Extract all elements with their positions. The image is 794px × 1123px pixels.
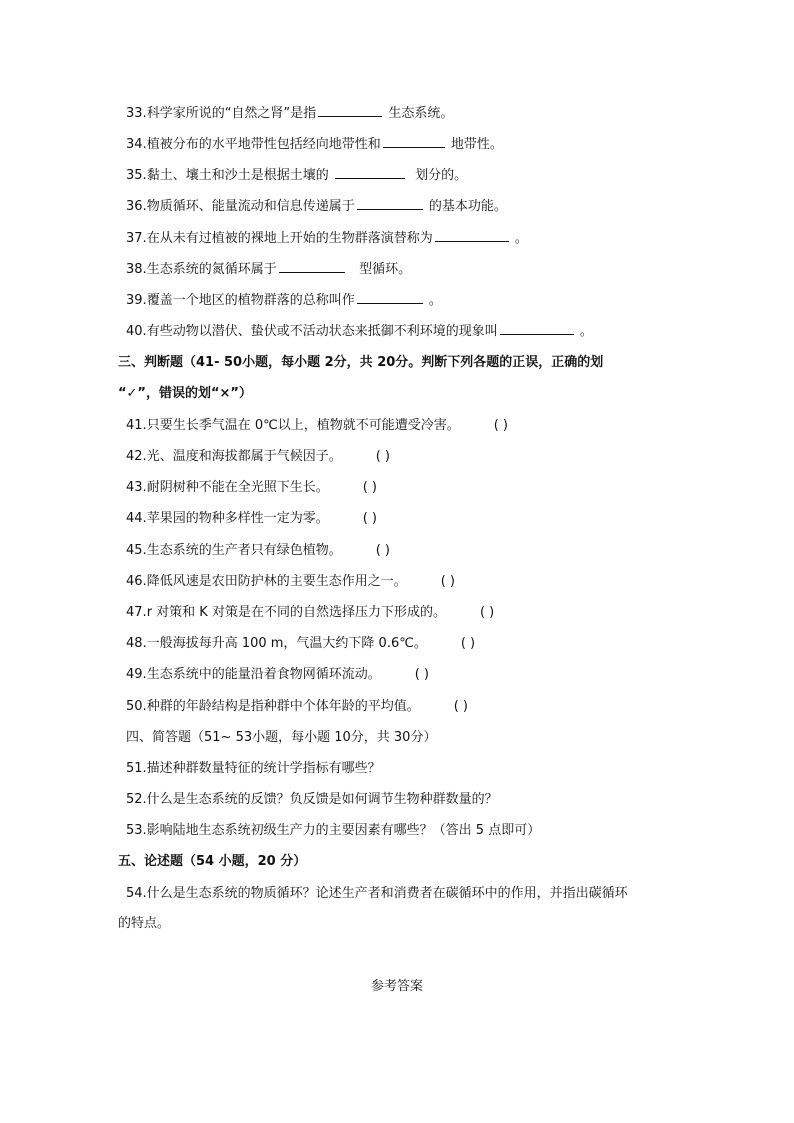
answer-parentheses: ( ) bbox=[375, 543, 390, 558]
question-43 bbox=[126, 478, 377, 498]
question-number: 39. bbox=[126, 293, 147, 308]
question-36 bbox=[126, 197, 507, 217]
answer-parentheses: ( ) bbox=[493, 418, 508, 433]
question-37 bbox=[126, 229, 528, 249]
question-34 bbox=[126, 135, 503, 155]
question-text: 有些动物以潜伏、蛰伏或不活动状态来抵御不利环境的现象叫 bbox=[146, 324, 498, 339]
question-45 bbox=[126, 541, 390, 561]
question-text: 生态系统。 bbox=[388, 106, 454, 121]
question-number: 35. bbox=[126, 168, 147, 183]
section-heading-judgment-cont: “✓”，错误的划“×”） bbox=[118, 386, 252, 401]
question-38 bbox=[126, 260, 411, 280]
answer-blank bbox=[279, 260, 345, 273]
question-54: 54.什么是生态系统的物质循环？论述生产者和消费者在碳循环中的作用，并指出碳循环 bbox=[126, 886, 628, 901]
answer-parentheses: ( ) bbox=[453, 699, 468, 714]
question-text: 。 bbox=[514, 231, 528, 246]
question-52: 52.什么是生态系统的反馈？负反馈是如何调节生物种群数量的？ bbox=[126, 792, 498, 807]
question-41 bbox=[126, 416, 508, 436]
question-text: 物质循环、能量流动和信息传递属于 bbox=[146, 199, 355, 214]
question-text: 在从未有过植被的裸地上开始的生物群落演替称为 bbox=[146, 231, 433, 246]
question-54-cont: 的特点。 bbox=[118, 916, 171, 931]
question-text: 苹果园的物种多样性一定为零。 bbox=[146, 511, 329, 526]
answer-parentheses: ( ) bbox=[414, 667, 429, 682]
question-number: 34. bbox=[126, 137, 147, 152]
answer-blank bbox=[435, 229, 509, 242]
question-33 bbox=[126, 104, 453, 124]
question-number: 47. bbox=[126, 605, 147, 620]
question-number: 49. bbox=[126, 667, 147, 682]
question-text: r 对策和 K 对策是在不同的自然选择压力下形成的。 bbox=[146, 605, 446, 620]
question-46 bbox=[126, 572, 455, 592]
section-heading-essay: 五、论述题（54 小题，20 分） bbox=[118, 854, 307, 869]
question-50 bbox=[126, 697, 468, 717]
section-heading-short-answer: 四、简答题（51~ 53小题，每小题 10分，共 30分） bbox=[126, 730, 437, 745]
answer-parentheses: ( ) bbox=[440, 574, 455, 589]
question-47 bbox=[126, 603, 494, 623]
question-text: 黏土、壤土和沙土是根据土壤的 bbox=[146, 168, 329, 183]
question-42 bbox=[126, 447, 390, 467]
answer-parentheses: ( ) bbox=[375, 449, 390, 464]
question-text: 划分的。 bbox=[415, 168, 468, 183]
question-number: 46. bbox=[126, 574, 147, 589]
section-heading-judgment: 三、判断题（41- 50小题，每小题 2分，共 20分。判断下列各题的正误，正确的划 bbox=[118, 355, 604, 370]
answer-blank bbox=[335, 166, 405, 179]
question-text: 只要生长季气温在 0℃以上，植物就不可能遭受冷害。 bbox=[146, 418, 460, 433]
question-text: 种群的年龄结构是指种群中个体年龄的平均值。 bbox=[146, 699, 420, 714]
answer-blank bbox=[357, 291, 423, 304]
question-number: 50. bbox=[126, 699, 147, 714]
question-number: 45. bbox=[126, 543, 147, 558]
question-text: 生态系统中的能量沿着食物网循环流动。 bbox=[146, 667, 381, 682]
question-number: 37. bbox=[126, 231, 147, 246]
question-text: 一般海拔每升高 100 m，气温大约下降 0.6℃。 bbox=[146, 636, 427, 651]
question-39 bbox=[126, 291, 442, 311]
question-text: 覆盖一个地区的植物群落的总称叫作 bbox=[146, 293, 355, 308]
question-text: 光、温度和海拔都属于气候因子。 bbox=[146, 449, 342, 464]
question-number: 38. bbox=[126, 262, 147, 277]
question-text: 。 bbox=[579, 324, 593, 339]
answer-parentheses: ( ) bbox=[479, 605, 495, 620]
question-number: 33. bbox=[126, 106, 147, 121]
question-text: 科学家所说的“自然之肾”是指 bbox=[146, 106, 317, 121]
answer-blank bbox=[357, 197, 423, 210]
question-35 bbox=[126, 166, 467, 186]
answer-parentheses: ( ) bbox=[362, 511, 377, 526]
question-text: 地带性。 bbox=[450, 137, 503, 152]
question-text: 降低风速是农田防护林的主要生态作用之一。 bbox=[146, 574, 407, 589]
question-48 bbox=[126, 634, 475, 654]
question-number: 42. bbox=[126, 449, 147, 464]
question-number: 40. bbox=[126, 324, 147, 339]
question-53: 53.影响陆地生态系统初级生产力的主要因素有哪些？（答出 5 点即可） bbox=[126, 823, 541, 838]
answer-parentheses: ( ) bbox=[460, 636, 476, 651]
question-text: 。 bbox=[428, 293, 442, 308]
answer-blank bbox=[383, 135, 445, 148]
question-number: 48. bbox=[126, 636, 147, 651]
question-text: 植被分布的水平地带性包括经向地带性和 bbox=[146, 137, 381, 152]
question-44 bbox=[126, 509, 377, 529]
answer-blank bbox=[318, 104, 382, 117]
question-number: 43. bbox=[126, 480, 147, 495]
question-40 bbox=[126, 322, 593, 342]
answer-blank bbox=[500, 322, 574, 335]
question-text: 型循环。 bbox=[359, 262, 412, 277]
question-number: 36. bbox=[126, 199, 147, 214]
answer-key-title: 参考答案 bbox=[370, 979, 423, 994]
question-text: 生态系统的生产者只有绿色植物。 bbox=[146, 543, 342, 558]
question-text: 生态系统的氮循环属于 bbox=[146, 262, 277, 277]
question-number: 44. bbox=[126, 511, 147, 526]
question-49 bbox=[126, 665, 429, 685]
question-number: 41. bbox=[126, 418, 147, 433]
question-51: 51.描述种群数量特征的统计学指标有哪些？ bbox=[126, 761, 381, 776]
question-text: 耐阴树种不能在全光照下生长。 bbox=[146, 480, 329, 495]
question-text: 的基本功能。 bbox=[428, 199, 507, 214]
answer-parentheses: ( ) bbox=[362, 480, 377, 495]
